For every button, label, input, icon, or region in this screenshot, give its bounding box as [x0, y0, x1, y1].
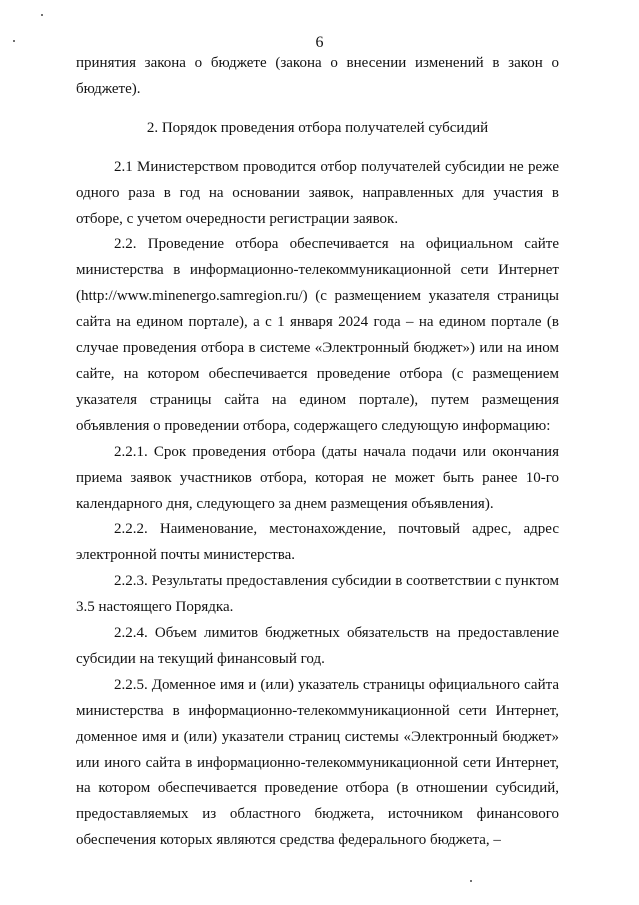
paragraph-2-2-2: 2.2.2. Наименование, местонахождение, почтовый адрес, адрес электронной почты министерства. — [76, 521, 559, 564]
paragraph-2-2-4: 2.2.4. Объем лимитов бюджетных обязательств на предоставление субсидии на текущий финансовый год. — [76, 625, 559, 667]
paragraph-2-1: 2.1 Министерством проводится отбор получателей субсидии не реже одного раза в год на основании заявок, направленных для участия в отборе, с учетом очередности регистрации заявок. — [76, 158, 559, 227]
paragraph-2-2-5: 2.2.5. Доменное имя и (или) указатель страницы официального сайта министерства в информационно-телекоммуникационной сети Интернет, доменное имя и (или) указатели страниц системы «Электронный бюджет» или иного сайта в информационно-телекоммуникационной сети Интернет, на котором обеспечивается проведение отбора (в отношении субсидий, предоставляемых из областного бюджета, источником финансового обеспечения которых являются средства федерального бюджета, – — [76, 676, 559, 849]
page-number: 6 — [315, 34, 324, 51]
document-body — [76, 51, 559, 854]
scan-speck — [470, 880, 472, 882]
paragraph-2-2-1: 2.2.1. Срок проведения отбора (даты начала подачи или окончания приема заявок участников отбора, которая не может быть ранее 10-го календарного дня, следующего за днем размещения объявления). — [76, 443, 559, 512]
section-heading: 2. Порядок проведения отбора получателей субсидий — [146, 119, 489, 136]
scan-speck — [13, 40, 15, 42]
paragraph-2-2: 2.2. Проведение отбора обеспечивается на официальном сайте министерства в информационно-телекоммуникационной сети Интернет (http://www.minenergo.samregion.ru/) (с размещением указателя страницы сайта на едином портале), а с 1 января 2024 года – на едином портале (в случае проведения отбора в системе «Электронный бюджет») или на ином сайте, на котором обеспечивается проведение отбора (с размещением указателя страницы сайта на едином портале), путем размещения объявления о проведении отбора, содержащего следующую информацию: — [76, 236, 559, 434]
spacer — [76, 103, 559, 116]
paragraph-continuation: принятия закона о бюджете (закона о внесении изменений в закон о бюджете). — [76, 55, 559, 97]
paragraph-2-2-3: 2.2.3. Результаты предоставления субсидии в соответствии с пунктом 3.5 настоящего Порядка. — [76, 573, 559, 616]
spacer — [76, 142, 559, 155]
scan-speck — [41, 14, 43, 16]
